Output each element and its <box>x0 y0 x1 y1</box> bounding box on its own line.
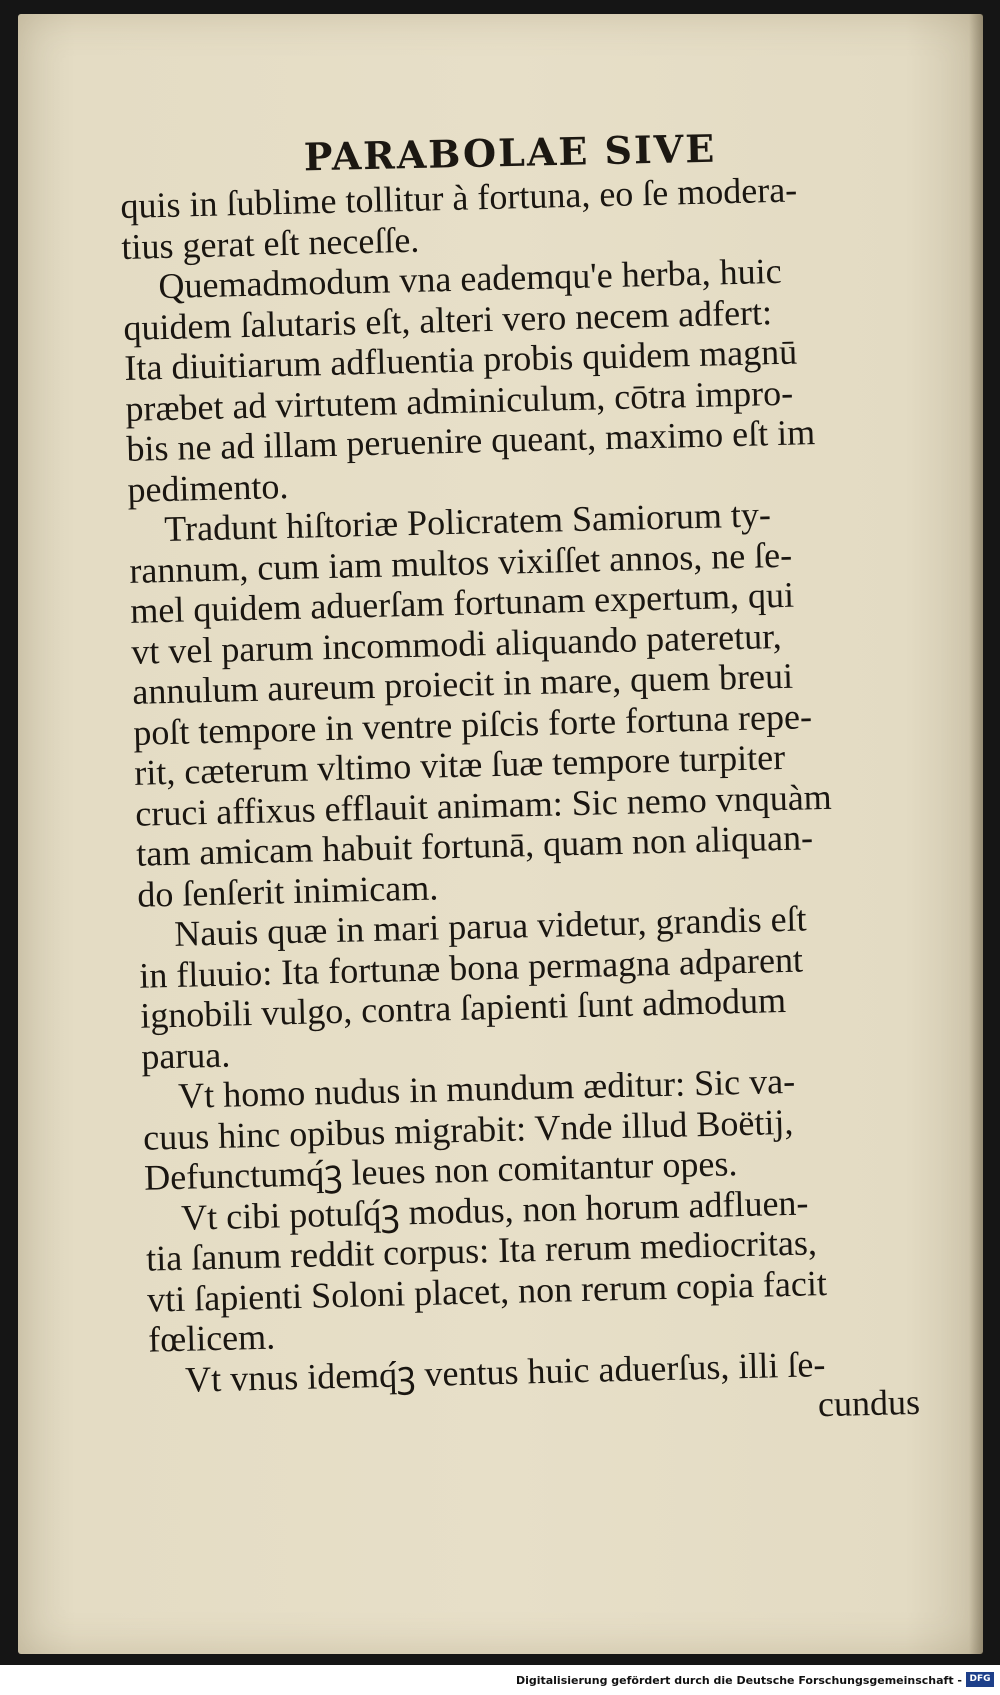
text-line: vt vel parum incommodi aliquando pateretur, <box>130 615 783 672</box>
text-line: rit, cæterum vltimo vitæ ſuæ tempore turpiter <box>133 736 786 793</box>
text-line: tius gerat eſt neceſſe. <box>120 219 420 267</box>
text-line: pedimento. <box>126 465 289 510</box>
text-line: rannum, cum iam multos vixiſſet annos, ne ſe- <box>128 534 793 591</box>
text-line: Tradunt hiſtoriæ Policratem Samiorum ty- <box>163 494 772 550</box>
text-line: quidem ſalutaris eſt, alteri vero necem adfert: <box>122 291 773 348</box>
body-text <box>120 166 980 1441</box>
text-line: in fluuio: Ita fortunæ bona permagna adparent <box>138 939 804 996</box>
text-line: Ita diuitiarum adfluentia probis quidem magnū <box>123 331 798 388</box>
text-line: parua. <box>140 1034 231 1077</box>
text-line: do ſenſerit inimicam. <box>136 866 439 915</box>
dfg-logo: DFG <box>966 1672 994 1687</box>
text-line: poſt tempore in ventre piſcis forte fortuna repe- <box>132 695 813 753</box>
text-line: annulum aureum proiecit in mare, quem breui <box>131 655 794 712</box>
text-line: bis ne ad illam peruenire queant, maximo eſt im <box>125 412 816 469</box>
text-line: ignobili vulgo, contra ſapienti ſunt admodum <box>139 979 787 1036</box>
text-line: fœlicem. <box>147 1316 276 1360</box>
text-line: vti ſapienti Soloni placet, non rerum copia facit <box>146 1262 828 1320</box>
catchword: cundus <box>817 1381 921 1425</box>
text-line: Vt vnus idemq́ꝫ ventus huic aduerſus, illi ſe- <box>184 1343 826 1400</box>
text-line: Vt cibi potuſq́ꝫ modus, non horum adfluen- <box>180 1181 809 1238</box>
text-line: Quemadmodum vna eademqu'e herba, huic <box>157 250 783 307</box>
text-line: tia ſanum reddit corpus: Ita rerum mediocritas, <box>145 1222 818 1279</box>
text-line: præbet ad virtutem adminiculum, cōtra impro- <box>124 372 794 429</box>
text-line: mel quidem aduerſam fortunam expertum, qui <box>129 574 795 631</box>
running-head: PARABOLAE SIVE <box>303 125 717 180</box>
text-line: Nauis quæ in mari parua videtur, grandis eſt <box>173 898 808 954</box>
text-line: tam amicam habuit fortunā, quam non aliquan- <box>135 817 814 874</box>
funding-credit: Digitalisierung gefördert durch die Deutsche Forschungsgemeinschaft - <box>515 1674 962 1687</box>
text-line: cuus hinc opibus migrabit: Vnde illud Boëtij, <box>142 1101 794 1158</box>
text-line: Defunctumq́ꝫ leues non comitantur opes. <box>143 1143 738 1198</box>
text-line: quis in ſublime tollitur à fortuna, eo ſe modera- <box>120 169 798 226</box>
text-line: Vt homo nudus in mundum æditur: Sic va- <box>177 1060 796 1116</box>
text-line: cruci affixus efflauit animam: Sic nemo vnquàm <box>134 776 833 834</box>
